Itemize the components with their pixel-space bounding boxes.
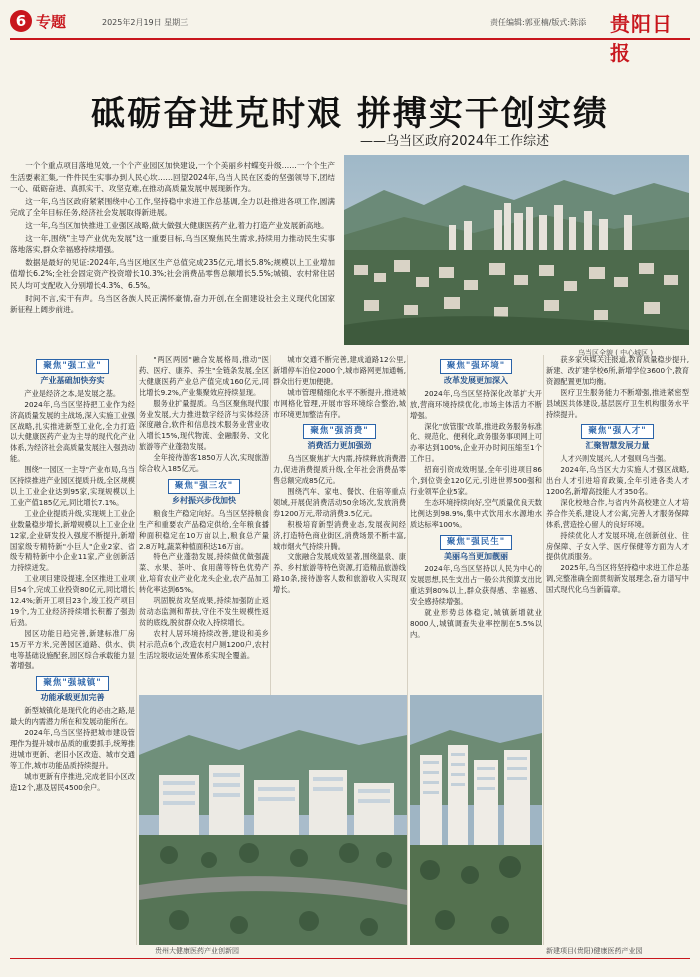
section-tag: 聚焦"强人才" <box>581 424 653 439</box>
intro-paragraph: 这一年,围绕"主导产业优先发展"这一重要目标,乌当区聚焦民生需求,持续用力推动民生实事落地落实,群众幸福感持续增强。 <box>10 233 335 255</box>
article-paragraph: 积极培育新型消费业态,发展夜间经济,打造特色商业街区,消费场景不断丰富,城市烟火气持续升腾。 <box>273 519 406 551</box>
header-rule <box>10 38 690 40</box>
editor-credits: 责任编辑:郭亚楠/版式:陈添 <box>490 18 587 27</box>
section-tag: 聚焦"强民生" <box>440 535 512 550</box>
intro-paragraph: 这一年,乌当区政府紧紧围绕中心工作,坚持稳中求进工作总基调,全力以赴推进各项工作,圆满完成了全年目标任务,经济社会发展取得新进展。 <box>10 196 335 218</box>
article-paragraph: 2024年,乌当区大力实施人才强区战略,出台人才引进培育政策,全年引进各类人才1200名,新增高技能人才350名。 <box>546 465 689 496</box>
industrial-park-photo <box>139 695 407 945</box>
issue-date: 2025年2月19日 星期三 <box>102 18 189 27</box>
city-aerial-photo <box>344 155 689 345</box>
section-subtitle: 汇聚智慧发展力量 <box>585 441 650 451</box>
section-heading <box>546 424 689 452</box>
article-paragraph: 持续优化人才发展环境,在创新创业、住房保障、子女入学、医疗保健等方面为人才提供优质服务。 <box>546 530 689 562</box>
section-heading <box>139 479 269 507</box>
article-paragraph: 文旅融合发展成效显著,围绕温泉、康养、乡村旅游等特色资源,打造精品旅游线路10条,接待游客人数和旅游收入实现双增长。 <box>273 552 406 595</box>
article-paragraph: 2024年,乌当区坚持把城市建设管理作为提升城市品质的重要抓手,统筹推进城市更新、老旧小区改造、城市交通等工作,城市功能品质持续提升。 <box>10 728 135 770</box>
section-heading <box>410 535 542 563</box>
intro-paragraph: 时间不言,实干有声。乌当区各族人民正满怀豪情,奋力开创,在全面建设社会主义现代化国家新征程上阔步前进。 <box>10 293 335 315</box>
article-column-3 <box>273 355 406 690</box>
article-paragraph: 农村人居环境持续改善,建设和美乡村示范点6个,改造农村户厕1200户,农村生活垃圾收运处置体系实现全覆盖。 <box>139 628 269 660</box>
article-column-5 <box>546 355 689 945</box>
article-paragraph: 巩固脱贫攻坚成果,持续加强防止返贫动态监测和帮扶,守住不发生规模性返贫的底线,脱贫群众收入持续增长。 <box>139 596 269 627</box>
page-header <box>10 8 690 65</box>
article-paragraph: 产业是经济之本,是发展之基。 <box>24 388 121 398</box>
intro-text <box>10 160 335 317</box>
article-paragraph: 服务业扩量提质。乌当区聚焦现代服务业发展,大力推进数字经济与实体经济深度融合,软件和信息技术服务业营业收入增长15%,现代物流、金融服务、文化旅游等产业蓬勃发展。 <box>139 398 269 452</box>
section-subtitle: 美丽乌当更加靓丽 <box>444 551 508 561</box>
intro-paragraph: 一个个重点项目落地见效,一个个产业园区加快建设,一个个美丽乡村蝶变升级……一个个生产生活要素汇集,一件件民生实事办到人民心坎……回望2024年,乌当人民在区委的坚强领导下,团结一心、砥砺奋进、真抓实干、攻坚克难,在推动高质量发展中展现新作为。 <box>10 161 335 194</box>
article-paragraph: 乌当区聚焦扩大内需,持续释放消费潜力,促进消费提质升级,全年社会消费品零售总额完成85亿元。 <box>273 454 406 486</box>
article-paragraph: 2024年,乌当区坚持把工业作为经济高质量发展的主战场,深入实施工业强区战略,扎实推进新型工业化,全力打造以大健康医药产业为主导的现代化产业体系,为经济社会高质量发展注入强劲动能。 <box>10 399 135 464</box>
article-column-1 <box>10 355 135 945</box>
article-column-2 <box>139 355 269 690</box>
article-paragraph: 园区功能日趋完善,新建标准厂房15万平方米,完善园区道路、供水、供电等基础设施配套,园区综合承载能力显著增强。 <box>10 628 135 671</box>
section-tag: 聚焦"强三农" <box>168 479 240 494</box>
article-paragraph: 工业项目建设提速,全区推进工业项目54个,完成工业投资80亿元,同比增长12.4%;新开工项目23个,竣工投产项目19个,为工业经济持续增长积蓄了强劲后劲。 <box>10 574 135 627</box>
section-heading <box>273 424 406 452</box>
newspaper-logo: 贵阳日报 <box>610 12 673 65</box>
article-paragraph: 城市管理精细化水平不断提升,推进城市网格化管理,开展市容环境综合整治,城市环境更加整洁有序。 <box>273 387 406 419</box>
section-subtitle: 消费活力更加强劲 <box>307 441 372 451</box>
article-paragraph: 粮食生产稳定向好。乌当区坚持粮食生产和重要农产品稳定供给,全年粮食播种面积稳定在10万亩以上,粮食总产量2.8万吨,蔬菜种植面积达16万亩。 <box>139 508 269 551</box>
article-paragraph: 新型城镇化是现代化的必由之路,是最大的内需潜力所在和发展动能所在。 <box>10 706 135 727</box>
article-paragraph: 2024年,乌当区坚持深化改革扩大开放,营商环境持续优化,市场主体活力不断增强。 <box>410 388 542 420</box>
section-subtitle: 乡村振兴步伐加快 <box>172 495 236 505</box>
article-paragraph: 城市更新有序推进,完成老旧小区改造12个,惠及居民4500余户。 <box>10 771 135 792</box>
photo2-caption: 贵州大健康医药产业创新园 <box>155 947 239 955</box>
article-paragraph: 城市交通不断完善,建成道路12公里,新增停车泊位2000个,城市路网更加通畅,群众出行更加便捷。 <box>273 355 406 386</box>
article-paragraph: 就业形势总体稳定,城镇新增就业8000人,城镇调查失业率控制在5.5%以内。 <box>410 608 542 639</box>
article-paragraph: 2024年,乌当区坚持以人民为中心的发展思想,民生支出占一般公共预算支出比重达到80%以上,群众获得感、幸福感、安全感持续增强。 <box>410 564 542 607</box>
intro-paragraph: 这一年,乌当区加快推进工业强区战略,做大做强大健康医药产业,着力打造产业发展新高地。 <box>25 220 329 230</box>
section-heading <box>10 359 135 387</box>
article-paragraph: 2025年,乌当区将坚持稳中求进工作总基调,完整准确全面贯彻新发展理念,奋力谱写中国式现代化乌当新篇章。 <box>546 563 689 595</box>
article-paragraph: 工业企业提质升级,实现规上工业企业数量稳步增长,新增规模以上工业企业12家,企业研发投入强度不断提升,新增国家级专精特新"小巨人"企业2家、省级专精特新中小企业11家,产业创新活力持续迸发。 <box>10 508 135 573</box>
article-paragraph: "两区两园"融合发展格局,推动"医药、医疗、康养、养生"全链条发展,全区大健康医药产业总产值完成160亿元,同比增长9.2%,产业集聚效应持续显现。 <box>139 355 269 397</box>
column-divider <box>136 355 137 945</box>
section-tag: 聚焦"强工业" <box>36 359 108 374</box>
article-paragraph: 深化"放管服"改革,推进政务服务标准化、规范化、便利化,政务服务事项网上可办率达到100%,企业开办时间压缩至1个工作日。 <box>410 421 542 464</box>
intro-paragraph: 数据是最好的见证:2024年,乌当区地区生产总值完成235亿元,增长5.8%;规模以上工业增加值增长6.2%;全社会固定资产投资增长10.3%;社会消费品零售总额增长5.5%;城镇、农村常住居民人均可支配收入分别增长4.3%、6.5%。 <box>10 257 335 290</box>
section-heading <box>410 359 542 387</box>
article-paragraph: 深化校地合作,与省内外高校建立人才培养合作关系,建设人才公寓,完善人才服务保障体系,营造拴心留人的良好环境。 <box>546 497 689 529</box>
subheadline: ——乌当区政府2024年工作综述 <box>360 134 550 149</box>
article-paragraph: 围绕汽车、家电、餐饮、住宿等重点领域,开展促消费活动50余场次,发放消费券1200万元,带动消费3.5亿元。 <box>273 486 406 518</box>
article-paragraph: 全年接待游客1850万人次,实现旅游综合收入185亿元。 <box>139 453 269 474</box>
section-tag: 聚焦"强消费" <box>303 424 375 439</box>
photo-caption: 乌当区全貌 ( 中心城区 ) <box>578 349 654 357</box>
section-subtitle: 产业基础加快夯实 <box>40 375 105 385</box>
section-tag: 聚焦"强城镇" <box>36 676 108 691</box>
section-subtitle: 改革发展更加深入 <box>444 375 508 385</box>
article-paragraph: 医疗卫生服务能力不断增强,推进紧密型县域医共体建设,基层医疗卫生机构服务水平持续提升。 <box>546 387 689 419</box>
section-subtitle: 功能承载更加完善 <box>40 693 105 703</box>
article-paragraph: 特色产业蓬勃发展,持续做优做强蔬菜、水果、茶叶、食用菌等特色优势产业,培育农业产业化龙头企业,农产品加工转化率达到65%。 <box>139 552 269 595</box>
column-divider <box>543 355 544 945</box>
section-name: 专题 <box>36 13 67 31</box>
page-number: 6 <box>10 10 32 32</box>
article-paragraph: 获多家央媒关注报道,教育质量稳步提升,新建、改扩建学校6所,新增学位3600个,教育资源配置更加均衡。 <box>546 355 689 386</box>
footer-rule <box>10 958 690 959</box>
new-project-photo <box>410 695 542 945</box>
column-divider <box>407 355 408 945</box>
section-tag: 聚焦"强环境" <box>440 359 512 374</box>
article-paragraph: 人才兴则发展兴,人才强则乌当强。 <box>560 454 671 464</box>
photo3-caption: 新建项目(贵阳)健康医药产业园 <box>546 947 643 955</box>
article-paragraph: 招商引资成效明显,全年引进项目86个,到位资金120亿元,引进世界500强和行业领军企业5家。 <box>410 465 542 496</box>
article-paragraph: 围绕"一园区一主导"产业布局,乌当区持续推进产业园区提质升级,全区规模以上工业企业达到95家,实现规模以上工业产值185亿元,同比增长7.1%。 <box>10 465 135 507</box>
headline: 砥砺奋进克时艰 拼搏实干创实绩 <box>91 94 609 134</box>
article-paragraph: 生态环境持续向好,空气质量优良天数比例达到98.9%,集中式饮用水水源地水质达标率100%。 <box>410 497 542 529</box>
section-heading <box>10 676 135 704</box>
